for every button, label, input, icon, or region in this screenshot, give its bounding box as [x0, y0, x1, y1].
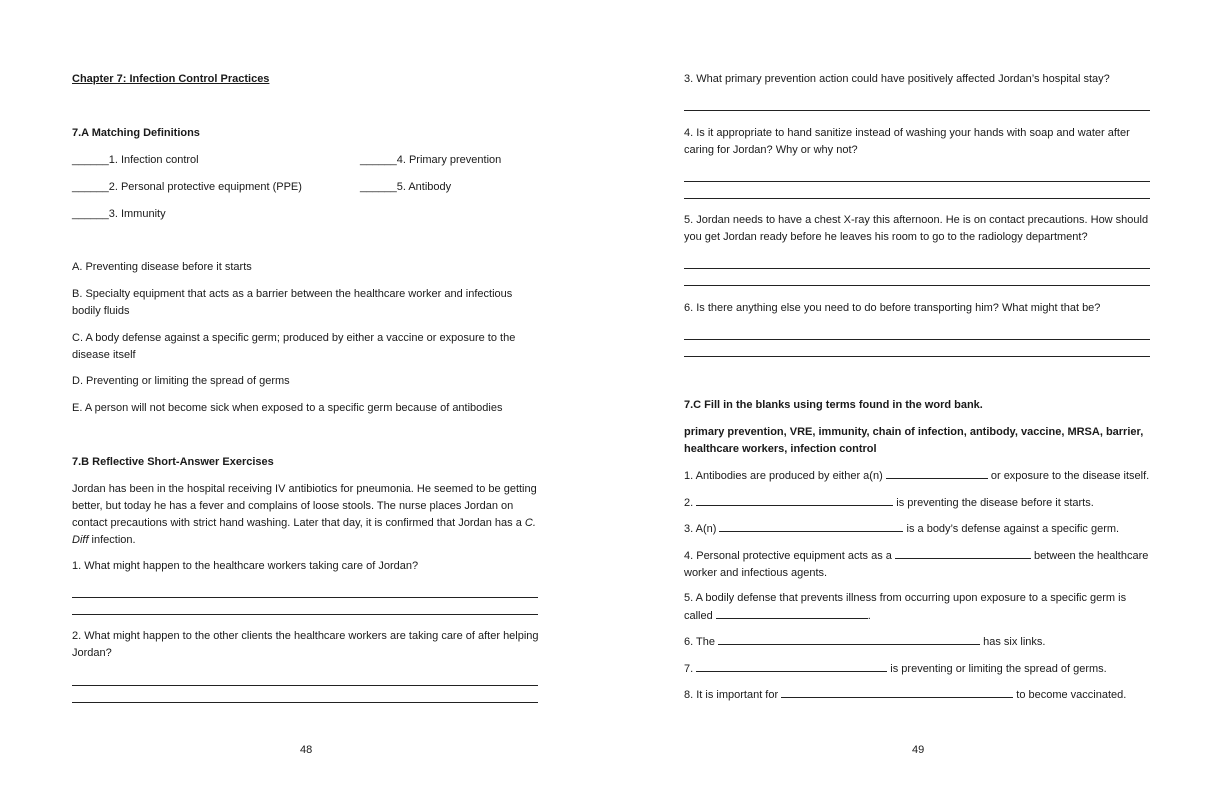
scenario-italic-term: C. Diff [72, 517, 536, 546]
fill-item-text: . [867, 610, 871, 622]
matching-term-label: 5. Antibody [396, 181, 452, 193]
fill-item-text: 2. [684, 497, 697, 509]
fill-item-text: is a body’s defense against a specific germ. [903, 523, 1120, 535]
definition-b: B. Specialty equipment that acts as a barrier between the healthcare worker and infectious bodily fluids [72, 288, 513, 317]
question-4: 4. Is it appropriate to hand sanitize instead of washing your hands with soap and water after caring for Jordan? Why or why not? [684, 127, 1130, 156]
matching-term-label: 1. Infection control [108, 154, 199, 166]
fill-blank[interactable] [781, 686, 1013, 698]
matching-term-label: 3. Immunity [108, 208, 166, 220]
fill-item-2 [684, 494, 1152, 512]
answer-line[interactable] [684, 356, 1150, 357]
fill-blank[interactable] [696, 494, 893, 506]
fill-blank[interactable] [886, 467, 988, 479]
matching-blank[interactable]: ______ [360, 181, 397, 193]
matching-term-label: 4. Primary prevention [396, 154, 502, 166]
answer-line[interactable] [684, 181, 1150, 182]
question-5: 5. Jordan needs to have a chest X-ray this afternoon. He is on contact precautions. How should you get Jordan ready before he leaves his room to go to the radiology department? [684, 214, 1149, 243]
question-3: 3. What primary prevention action could have positively affected Jordan’s hospital stay? [684, 73, 1110, 85]
fill-blank[interactable] [718, 633, 980, 645]
scenario-text-end: infection. [88, 534, 136, 546]
answer-line[interactable] [684, 110, 1150, 111]
fill-item-text: 3. A(n) [684, 523, 720, 535]
fill-item-1 [684, 467, 1152, 485]
matching-term-2 [72, 179, 542, 196]
left-page [72, 0, 542, 792]
definition-d: D. Preventing or limiting the spread of germs [72, 375, 290, 387]
section-a-heading: 7.A Matching Definitions [72, 127, 200, 139]
fill-item-text: is preventing or limiting the spread of germs. [887, 663, 1107, 675]
chapter-title: Chapter 7: Infection Control Practices [72, 73, 270, 85]
fill-item-5 [684, 590, 1152, 625]
matching-term-label: 2. Personal protective equipment (PPE) [108, 181, 302, 193]
answer-line[interactable] [684, 285, 1150, 286]
matching-blank[interactable]: ______ [72, 154, 109, 166]
question-2: 2. What might happen to the other clients the healthcare workers are taking care of after helping Jordan? [72, 630, 539, 659]
answer-line[interactable] [72, 597, 538, 598]
definition-e: E. A person will not become sick when exposed to a specific germ because of antibodies [72, 402, 503, 414]
fill-item-6 [684, 633, 1152, 651]
fill-item-4 [684, 547, 1152, 582]
page-number: 49 [912, 744, 925, 756]
fill-item-text: 7. [684, 663, 697, 675]
fill-item-text: between the healthcare worker and infectious agents. [684, 550, 1149, 579]
fill-item-3 [684, 520, 1152, 538]
fill-blank[interactable] [696, 660, 887, 672]
fill-blank[interactable] [895, 547, 1031, 559]
definition-c: C. A body defense against a specific germ; produced by either a vaccine or exposure to the disease itself [72, 332, 516, 361]
section-b-heading: 7.B Reflective Short-Answer Exercises [72, 456, 274, 468]
answer-line[interactable] [684, 198, 1150, 199]
matching-blank[interactable]: ______ [72, 181, 109, 193]
matching-blank[interactable]: ______ [360, 154, 397, 166]
fill-item-text: or exposure to the disease itself. [987, 470, 1150, 482]
fill-blank[interactable] [719, 520, 903, 532]
answer-line[interactable] [684, 268, 1150, 269]
fill-item-text: 8. It is important for [684, 689, 782, 701]
right-page [684, 0, 1152, 792]
fill-item-text: 4. Personal protective equipment acts as a [684, 550, 895, 562]
matching-term-4 [360, 152, 501, 169]
matching-term-5 [360, 179, 451, 196]
fill-item-text: has six links. [980, 636, 1046, 648]
answer-line[interactable] [72, 685, 538, 686]
matching-term-3 [72, 206, 542, 223]
scenario-paragraph [72, 481, 542, 549]
fill-item-text: 6. The [684, 636, 719, 648]
definition-a: A. Preventing disease before it starts [72, 261, 252, 273]
answer-line[interactable] [684, 339, 1150, 340]
question-1: 1. What might happen to the healthcare workers taking care of Jordan? [72, 560, 419, 572]
answer-line[interactable] [72, 702, 538, 703]
page-number: 48 [300, 744, 313, 756]
matching-blank[interactable]: ______ [72, 208, 109, 220]
fill-item-text: 5. A bodily defense that prevents illness from occurring upon exposure to a specific germ is called [684, 592, 1127, 622]
fill-item-8 [684, 686, 1152, 704]
fill-item-7 [684, 660, 1152, 678]
fill-item-text: is preventing the disease before it starts. [893, 497, 1094, 509]
section-c-heading: 7.C Fill in the blanks using terms found in the word bank. [684, 399, 983, 411]
word-bank: primary prevention, VRE, immunity, chain of infection, antibody, vaccine, MRSA, barrier, healthcare workers, infection control [684, 426, 1144, 455]
question-6: 6. Is there anything else you need to do before transporting him? What might that be? [684, 302, 1101, 314]
answer-line[interactable] [72, 614, 538, 615]
fill-blank[interactable] [716, 607, 868, 619]
fill-item-text: to become vaccinated. [1013, 689, 1127, 701]
scenario-text: Jordan has been in the hospital receiving IV antibiotics for pneumonia. He seemed to be getting better, but today he has a fever and complains of loose stools. The nurse places Jordan on contact precautions with strict hand washing. Later that day, it is confirmed that Jordan has a [72, 483, 537, 529]
fill-item-text: 1. Antibodies are produced by either a(n) [684, 470, 886, 482]
